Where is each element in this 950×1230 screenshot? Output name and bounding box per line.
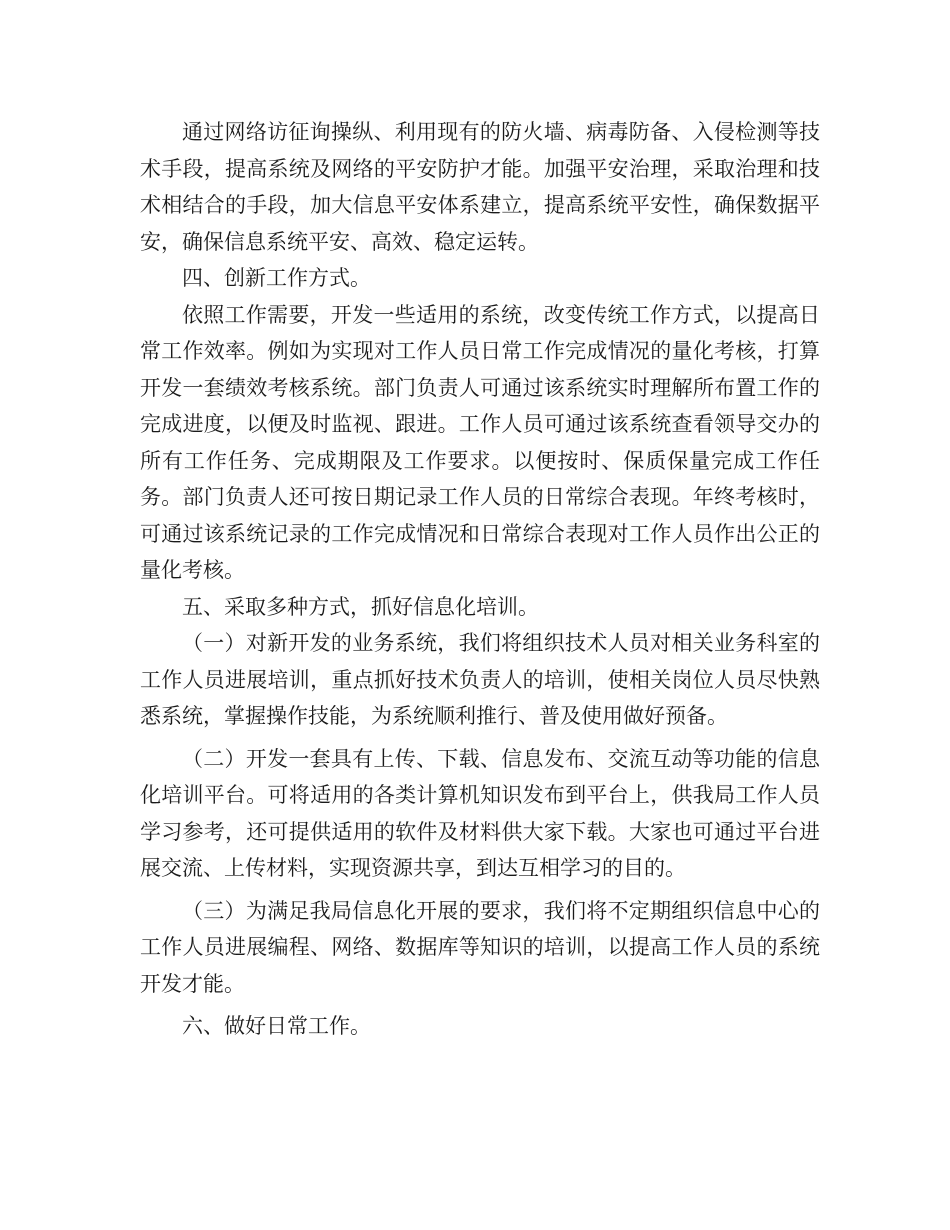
paragraph-work-innovation: 依照工作需要，开发一些适用的系统，改变传统工作方式，以提高日常工作效率。例如为实现对工作人员日常工作完成情况的量化考核，打算开发一套绩效考核系统。部门负责人可通过该系统实时理解所布置工作的完成进度，以便及时监视、跟进。工作人员可通过该系统查看领导交办的所有工作任务、完成期限及工作要求。以便按时、保质保量完成工作任务。部门负责人还可按日期记录工作人员的日常综合表现。年终考核时，可通过该系统记录的工作完成情况和日常综合表现对工作人员作出公正的量化考核。: [140, 302, 820, 582]
paragraph-training-3: （三）为满足我局信息化开展的要求，我们将不定期组织信息中心的工作人员进展编程、网络、数据库等知识的培训，以提高工作人员的系统开发才能。: [140, 898, 820, 996]
paragraph-training-1: （一）对新开发的业务系统，我们将组织技术人员对相关业务科室的工作人员进展培训，重点抓好技术负责人的培训，使相关岗位人员尽快熟悉系统，掌握操作技能，为系统顺利推行、普及使用做好预备。: [140, 631, 820, 728]
paragraph-security-measures: 通过网络访征询操纵、利用现有的防火墙、病毒防备、入侵检测等技术手段，提高系统及网络的平安防护才能。加强平安治理，采取治理和技术相结合的手段，加大信息平安体系建立，提高系统平安性，确保数据平安，确保信息系统平安、高效、稳定运转。: [140, 120, 820, 254]
document-body: [140, 114, 820, 1045]
section-heading-6: 六、做好日常工作。: [182, 1014, 371, 1038]
paragraph-training-2: （二）开发一套具有上传、下载、信息发布、交流互动等功能的信息化培训平台。可将适用的各类计算机知识发布到平台上，供我局工作人员学习参考，还可提供适用的软件及材料供大家下载。大家也可通过平台进展交流、上传材料，实现资源共享，到达互相学习的目的。: [140, 746, 820, 880]
section-heading-4: 四、创新工作方式。: [182, 266, 371, 290]
section-heading-5: 五、采取多种方式，抓好信息化培训。: [182, 594, 539, 619]
